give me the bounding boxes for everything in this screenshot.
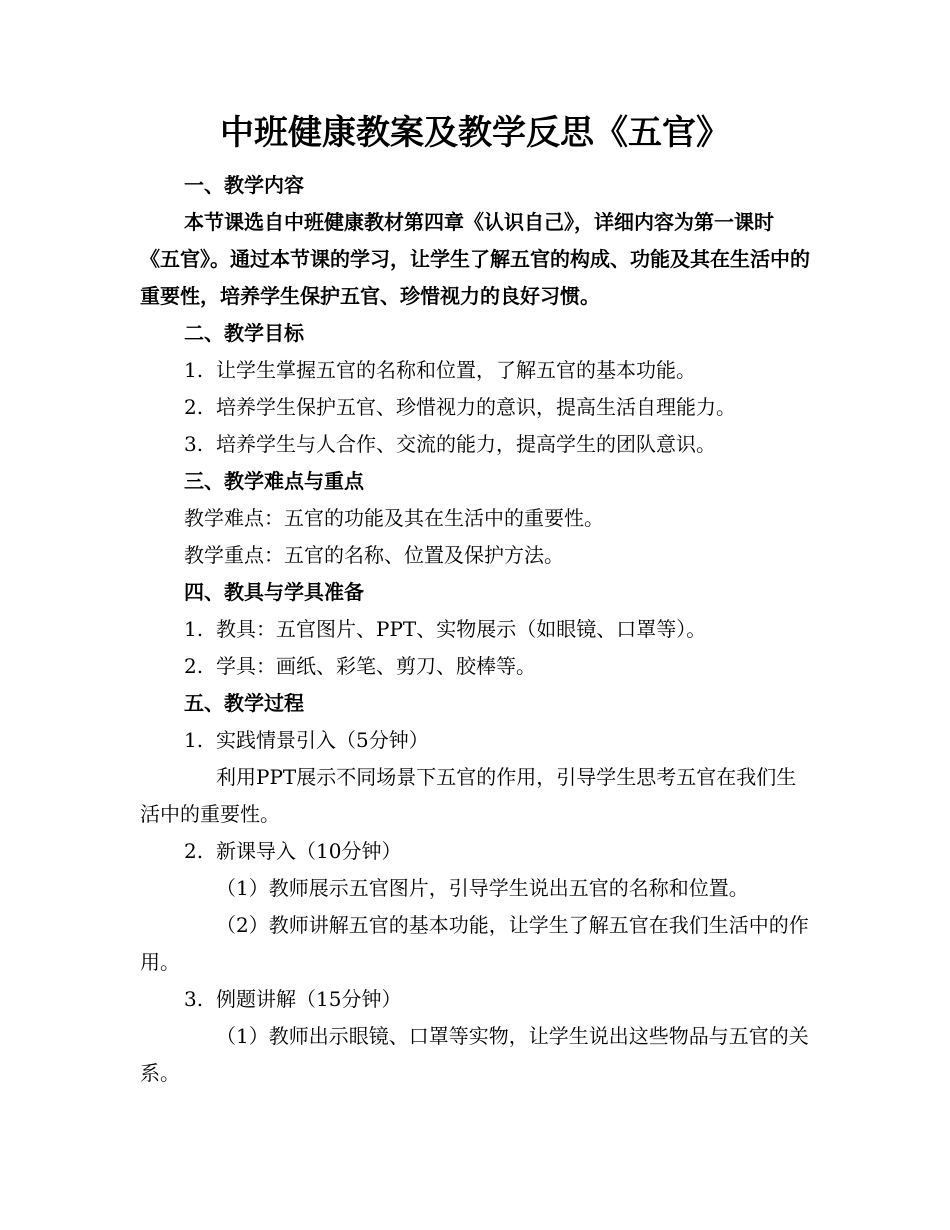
step-title-text: 例题讲解（15分钟） (216, 987, 402, 1011)
section-heading-difficulties-and-key-points: 三、教学难点与重点 (184, 469, 364, 493)
process-step-paragraph: 利用PPT展示不同场景下五官的作用，引导学生思考五官在我们生活中的重要性。 (140, 765, 797, 826)
difficulty-line: 教学难点：五官的功能及其在生活中的重要性。 (184, 506, 604, 530)
process-step-paragraph: （1）教师展示五官图片，引导学生说出五官的名称和位置。 (216, 876, 749, 900)
list-item (140, 389, 810, 426)
step-number: 2. (184, 839, 204, 863)
list-item-text: 让学生掌握五官的名称和位置，了解五官的基本功能。 (216, 358, 696, 382)
process-step-title (140, 981, 810, 1018)
list-item-text: 培养学生与人合作、交流的能力，提高学生的团队意识。 (216, 432, 716, 456)
list-item-number: 3. (184, 432, 204, 456)
list-item (140, 352, 810, 389)
step-number: 3. (184, 987, 204, 1011)
list-item-text: 培养学生保护五官、珍惜视力的意识，提高生活自理能力。 (216, 395, 736, 419)
step-number: 1. (184, 728, 204, 752)
step-title-text: 新课导入（10分钟） (216, 839, 402, 863)
section-heading-teaching-aids: 四、教具与学具准备 (184, 580, 364, 604)
document-title: 中班健康教案及教学反思《五官》 (220, 113, 730, 153)
list-item (140, 611, 810, 648)
step-title-text: 实践情景引入（5分钟） (216, 728, 429, 752)
list-item (140, 426, 810, 463)
document-body (140, 167, 810, 1092)
key-point-line: 教学重点：五官的名称、位置及保护方法。 (184, 543, 564, 567)
section-paragraph-teaching-content: 本节课选自中班健康教材第四章《认识自己》，详细内容为第一课时《五官》。通过本节课的学习，让学生了解五官的构成、功能及其在生活中的重要性，培养学生保护五官、珍惜视力的良好习惯。 (140, 210, 810, 308)
list-item-text: 教具：五官图片、PPT、实物展示（如眼镜、口罩等）。 (216, 617, 707, 641)
process-step-title (140, 722, 810, 759)
process-step-paragraph: （1）教师出示眼镜、口罩等实物，让学生说出这些物品与五官的关系。 (140, 1024, 809, 1085)
list-item-text: 学具：画纸、彩笔、剪刀、胶棒等。 (216, 654, 536, 678)
list-item-number: 2. (184, 654, 204, 678)
section-heading-teaching-goals: 二、教学目标 (184, 321, 304, 345)
section-heading-teaching-process: 五、教学过程 (184, 691, 304, 715)
list-item-number: 1. (184, 617, 204, 641)
list-item-number: 1. (184, 358, 204, 382)
process-step-title (140, 833, 810, 870)
section-heading-teaching-content: 一、教学内容 (184, 173, 304, 197)
list-item-number: 2. (184, 395, 204, 419)
list-item (140, 648, 810, 685)
process-step-paragraph: （2）教师讲解五官的基本功能，让学生了解五官在我们生活中的作用。 (140, 913, 809, 974)
